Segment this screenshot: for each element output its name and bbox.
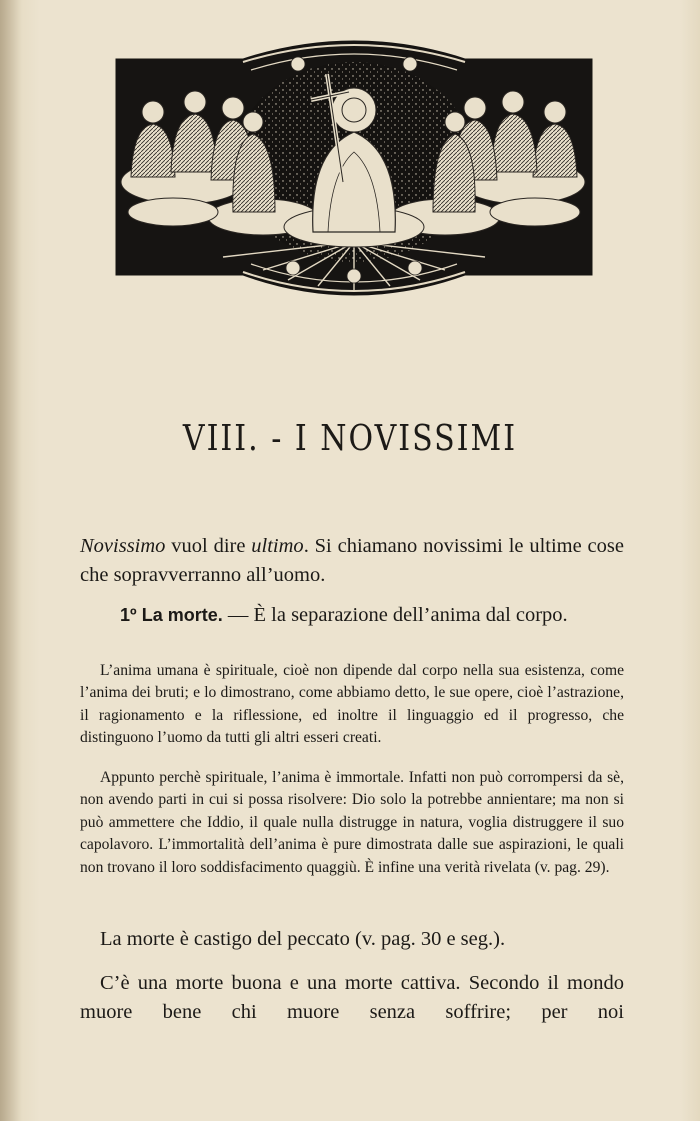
paragraph-death-punishment: La morte è castigo del peccato (v. pag. 30 e seg.). — [100, 928, 506, 950]
intro-rest: . Si chiamano novissimi le ultime cose che sopravverranno all’uomo. — [80, 535, 624, 586]
last-judgment-engraving-icon — [113, 32, 595, 308]
section-heading-death — [80, 601, 624, 630]
chapter-title: VIII. - I NOVISSIMI — [182, 418, 518, 460]
section-label: La morte. — [141, 605, 223, 625]
paragraph-spiritual-soul: L’anima umana è spirituale, cioè non dipende dal corpo nella sua esistenza, come l’anima dei bruti; e lo dimostrano, come abbiamo detto, le sue opere, cioè l’astrazione, il ragionamento e la riflessione, ed inoltre il linguaggio ed il progresso, che distinguono l’uomo da tutti gli altri esseri creati. — [80, 662, 624, 747]
intro-term: Novissimo — [80, 535, 166, 557]
intro-meaning: ultimo — [251, 535, 304, 557]
section-definition: — È la separazione dell’anima dal corpo. — [222, 604, 568, 626]
section-number: 1º — [120, 605, 137, 625]
paragraph-good-bad-death: C’è una morte buona e una morte cattiva. Secondo il mondo muore bene chi muore senza soffrire; per noi — [80, 972, 624, 1023]
intro-middle: vuol dire — [165, 535, 252, 557]
intro-paragraph — [80, 532, 624, 590]
paragraph-immortal-soul: Appunto perchè spirituale, l’anima è immortale. Infatti non può corrompersi da sè, non avendo parti in cui si possa risolvere: Dio solo la potrebbe annientare; ma non si può ammettere che Iddio, il quale nulla distrugge in natura, voglia distruggere il suo capolavoro. L’immortalità dell’anima è pure dimostrata dalle sue aspirazioni, le quali non trovano il loro soddisfacimento quaggiù. È infine una verità rivelata (v. pag. 29). — [80, 769, 624, 876]
page-gutter-shadow — [0, 0, 22, 1121]
